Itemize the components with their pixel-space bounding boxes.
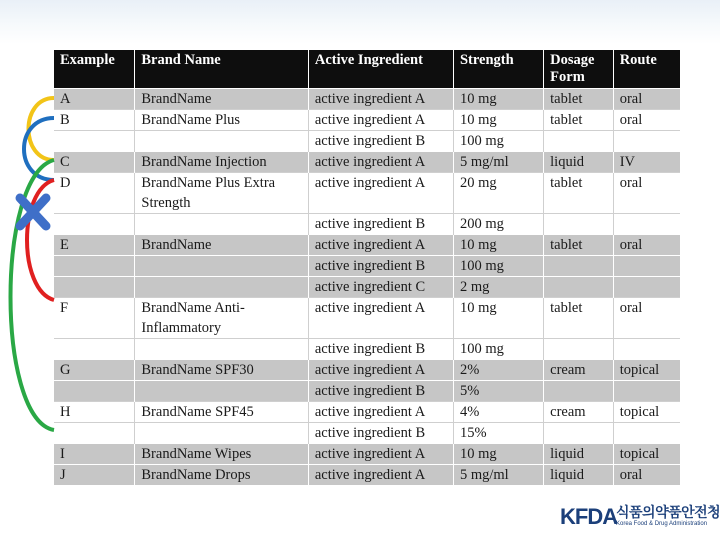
- cell-strength: 5 mg/ml: [453, 152, 543, 173]
- cell-dosage-form: [544, 339, 614, 360]
- cell-brand-name: [135, 381, 308, 402]
- cell-dosage-form: liquid: [544, 465, 614, 486]
- cell-dosage-form: cream: [544, 360, 614, 381]
- logo-mark: KFDA: [560, 504, 618, 529]
- cell-dosage-form: [544, 131, 614, 152]
- cell-brand-name: [135, 277, 308, 298]
- cell-example: I: [54, 444, 135, 465]
- table-row: [54, 256, 680, 277]
- cell-example: [54, 339, 135, 360]
- cell-active-ingredient: active ingredient C: [308, 277, 453, 298]
- cell-route: oral: [613, 235, 680, 256]
- cell-brand-name: BrandName SPF45: [135, 402, 308, 423]
- cell-active-ingredient: active ingredient B: [308, 339, 453, 360]
- table-row: [54, 214, 680, 235]
- cell-strength: 2%: [453, 360, 543, 381]
- cell-strength: 10 mg: [453, 298, 543, 339]
- cell-strength: 100 mg: [453, 131, 543, 152]
- cell-dosage-form: tablet: [544, 89, 614, 110]
- cell-example: C: [54, 152, 135, 173]
- cell-brand-name: BrandName Wipes: [135, 444, 308, 465]
- cell-strength: 20 mg: [453, 173, 543, 214]
- cell-brand-name: [135, 214, 308, 235]
- cell-brand-name: BrandName Anti-Inflammatory: [135, 298, 308, 339]
- cell-example: [54, 256, 135, 277]
- cell-strength: 200 mg: [453, 214, 543, 235]
- cell-dosage-form: [544, 423, 614, 444]
- yellow-arc: [29, 98, 55, 160]
- cell-route: topical: [613, 402, 680, 423]
- cell-brand-name: BrandName SPF30: [135, 360, 308, 381]
- table-row: [54, 423, 680, 444]
- cell-dosage-form: cream: [544, 402, 614, 423]
- cell-example: G: [54, 360, 135, 381]
- green-arc: [11, 160, 55, 430]
- cell-strength: 2 mg: [453, 277, 543, 298]
- cell-dosage-form: [544, 381, 614, 402]
- header-brand-name: Brand Name: [135, 50, 308, 89]
- cell-brand-name: BrandName Plus Extra Strength: [135, 173, 308, 214]
- cell-route: oral: [613, 89, 680, 110]
- logo-korean-name: 식품의약품안전청: [616, 505, 720, 521]
- cell-example: E: [54, 235, 135, 256]
- table-row: [54, 360, 680, 381]
- cell-example: [54, 131, 135, 152]
- cell-strength: 5%: [453, 381, 543, 402]
- cell-route: oral: [613, 110, 680, 131]
- cell-example: J: [54, 465, 135, 486]
- cell-route: topical: [613, 444, 680, 465]
- cell-brand-name: BrandName: [135, 89, 308, 110]
- cell-route: [613, 381, 680, 402]
- cell-active-ingredient: active ingredient A: [308, 465, 453, 486]
- cell-brand-name: BrandName: [135, 235, 308, 256]
- cell-dosage-form: [544, 214, 614, 235]
- cell-brand-name: [135, 256, 308, 277]
- cell-example: [54, 277, 135, 298]
- product-table: [54, 50, 680, 485]
- cell-route: oral: [613, 173, 680, 214]
- cell-active-ingredient: active ingredient A: [308, 298, 453, 339]
- cell-strength: 10 mg: [453, 89, 543, 110]
- cell-brand-name: BrandName Drops: [135, 465, 308, 486]
- cell-active-ingredient: active ingredient A: [308, 402, 453, 423]
- kfda-logo: [560, 502, 720, 534]
- header-example: Example: [54, 50, 135, 89]
- table-row: [54, 444, 680, 465]
- cell-active-ingredient: active ingredient B: [308, 381, 453, 402]
- header-strength: Strength: [453, 50, 543, 89]
- header-route: Route: [613, 50, 680, 89]
- table-row: [54, 298, 680, 339]
- cell-dosage-form: tablet: [544, 235, 614, 256]
- table-row: [54, 110, 680, 131]
- cell-active-ingredient: active ingredient B: [308, 423, 453, 444]
- cell-active-ingredient: active ingredient A: [308, 89, 453, 110]
- cell-route: topical: [613, 360, 680, 381]
- blue-arc: [24, 118, 54, 180]
- cell-active-ingredient: active ingredient B: [308, 256, 453, 277]
- cell-strength: 15%: [453, 423, 543, 444]
- cross-icon: [20, 198, 46, 226]
- cell-dosage-form: tablet: [544, 110, 614, 131]
- cell-route: [613, 256, 680, 277]
- cell-strength: 10 mg: [453, 444, 543, 465]
- table-row: [54, 465, 680, 486]
- logo-english-name: Korea Food & Drug Administration: [616, 521, 708, 527]
- table-row: [54, 402, 680, 423]
- cell-active-ingredient: active ingredient A: [308, 152, 453, 173]
- cell-route: [613, 131, 680, 152]
- cell-example: H: [54, 402, 135, 423]
- table-row: [54, 277, 680, 298]
- table-row: [54, 131, 680, 152]
- cell-brand-name: BrandName Injection: [135, 152, 308, 173]
- cell-example: [54, 423, 135, 444]
- header-dosage-form: Dosage Form: [544, 50, 614, 89]
- table-row: [54, 152, 680, 173]
- cell-brand-name: [135, 131, 308, 152]
- cell-route: oral: [613, 465, 680, 486]
- cell-example: B: [54, 110, 135, 131]
- cell-brand-name: BrandName Plus: [135, 110, 308, 131]
- table-row: [54, 89, 680, 110]
- cell-active-ingredient: active ingredient A: [308, 360, 453, 381]
- cell-strength: 10 mg: [453, 110, 543, 131]
- cell-dosage-form: [544, 256, 614, 277]
- cell-route: oral: [613, 298, 680, 339]
- cell-dosage-form: liquid: [544, 444, 614, 465]
- cell-route: [613, 339, 680, 360]
- cell-strength: 100 mg: [453, 339, 543, 360]
- cell-brand-name: [135, 423, 308, 444]
- table-row: [54, 339, 680, 360]
- cell-dosage-form: tablet: [544, 298, 614, 339]
- cell-active-ingredient: active ingredient B: [308, 131, 453, 152]
- table-row: [54, 173, 680, 214]
- cell-example: D: [54, 173, 135, 214]
- cell-strength: 100 mg: [453, 256, 543, 277]
- table-row: [54, 381, 680, 402]
- cell-route: [613, 214, 680, 235]
- cell-strength: 10 mg: [453, 235, 543, 256]
- cell-example: [54, 381, 135, 402]
- cell-dosage-form: tablet: [544, 173, 614, 214]
- cell-strength: 5 mg/ml: [453, 465, 543, 486]
- cell-active-ingredient: active ingredient B: [308, 214, 453, 235]
- cell-brand-name: [135, 339, 308, 360]
- cell-dosage-form: liquid: [544, 152, 614, 173]
- red-arc: [27, 180, 54, 300]
- cell-active-ingredient: active ingredient A: [308, 110, 453, 131]
- cell-active-ingredient: active ingredient A: [308, 173, 453, 214]
- cell-route: IV: [613, 152, 680, 173]
- table-row: [54, 235, 680, 256]
- table-header-row: [54, 50, 680, 89]
- cell-dosage-form: [544, 277, 614, 298]
- cell-route: [613, 423, 680, 444]
- cell-active-ingredient: active ingredient A: [308, 444, 453, 465]
- cell-example: A: [54, 89, 135, 110]
- cell-example: [54, 214, 135, 235]
- cell-example: F: [54, 298, 135, 339]
- cell-strength: 4%: [453, 402, 543, 423]
- header-active-ingredient: Active Ingredient: [308, 50, 453, 89]
- header-band: [0, 0, 720, 44]
- cell-route: [613, 277, 680, 298]
- cell-active-ingredient: active ingredient A: [308, 235, 453, 256]
